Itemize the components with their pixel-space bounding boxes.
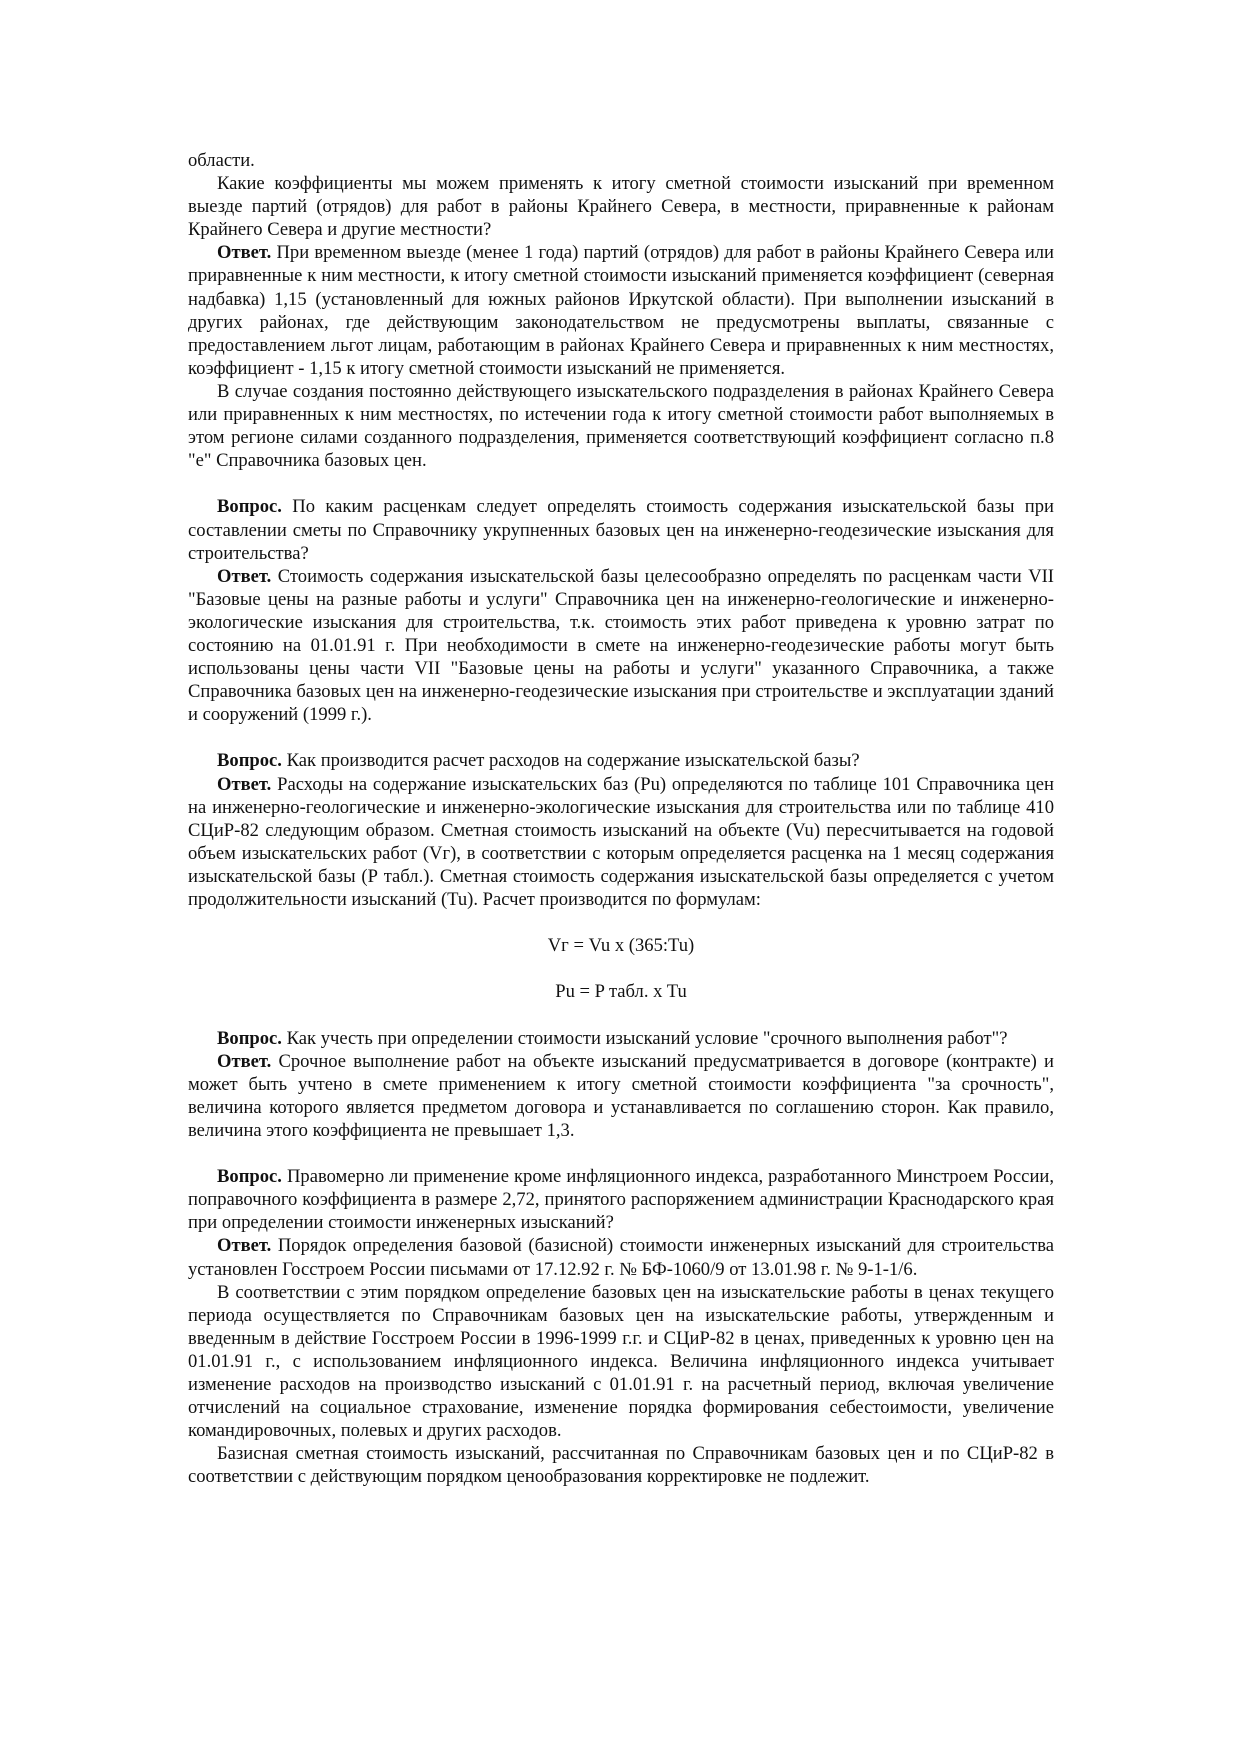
question-paragraph: Какие коэффициенты мы можем применять к итогу сметной стоимости изысканий при временном выезде партий (отрядов) для работ в районы Крайнего Севера, в местности, приравненные к районам Крайнего Севера и другие местности? [188,173,1054,241]
answer-label: Ответ. [217,242,272,264]
question-text: По каким расценкам следует определять стоимость содержания изыскательской базы при составлении сметы по Справочнику укрупненных базовых цен на инженерно-геодезические изыскания для строительства? [188,496,1054,564]
formula-annual-volume: Vг = Vu x (365:Tu) [547,935,695,957]
answer-paragraph [188,565,1054,727]
body-paragraph: Базисная сметная стоимость изысканий, рассчитанная по Справочникам базовых цен и по СЦиР-82 в соответствии с действующим порядком ценообразования корректировке не подлежит. [188,1443,1054,1488]
answer-text: Расходы на содержание изыскательских баз (Pu) определяются по таблице 101 Справочника цен на инженерно-геологические и инженерно-экологические изыскания для строительства или по таблице 410 СЦиР-82 следующим образом. Сметная стоимость изысканий на объекте (Vu) пересчитывается на годовой объем изыскательских работ (Vг), в соответствии с которым определяется расценка на 1 месяц содержания изыскательской базы (Р табл.). Сметная стоимость содержания изыскательской базы определяется с учетом продолжительности изысканий (Tu). Расчет производится по формулам: [188,773,1054,910]
question-label: Вопрос. [217,750,282,772]
question-paragraph [188,1027,1054,1050]
question-paragraph [188,1165,1054,1234]
question-text: Правомерно ли применение кроме инфляционного индекса, разработанного Минстроем России, поправочного коэффициента в размере 2,72, принятого распоряжением администрации Краснодарского края при определении стоимости инженерных изысканий? [188,1166,1054,1234]
question-paragraph [188,749,1054,772]
document-page [188,149,1054,1488]
answer-label: Ответ. [217,1235,272,1257]
answer-label: Ответ. [217,1050,272,1072]
question-paragraph [188,495,1054,564]
body-paragraph: В соответствии с этим порядком определение базовых цен на изыскательские работы в ценах текущего периода осуществляется по Справочникам базовых цен на изыскательские работы, утвержденным и введенным в действие Госстроем России в 1996-1999 г.г. и СЦиР-82 в ценах, приведенных к уровню цен на 01.01.91 г., с использованием инфляционного индекса. Величина инфляционного индекса учитывает изменение расходов на производство изысканий с 01.01.91 г. на расчетный период, включая увеличение отчислений на социальное страхование, изменение порядка формирования себестоимости, увеличение командировочных, полевых и других расходов. [188,1281,1054,1442]
answer-text: Порядок определения базовой (базисной) стоимости инженерных изысканий для строительства установлен Госстроем России письмами от 17.12.92 г. № БФ-1060/9 от 13.01.98 г. № 9-1-1/6. [188,1235,1054,1280]
answer-paragraph [188,1050,1054,1142]
paragraph-continuation: области. [188,150,255,171]
question-label: Вопрос. [217,496,282,518]
question-text: Как производится расчет расходов на содержание изыскательской базы? [281,750,860,772]
answer-paragraph [188,1234,1054,1280]
answer-text: Срочное выполнение работ на объекте изысканий предусматривается в договоре (контракте) и может быть учтено в смете применением к итогу сметной стоимости коэффициента "за срочность", величина которого является предметом договора и устанавливается по соглашению сторон. Как правило, величина этого коэффициента не превышает 1,3. [188,1050,1054,1141]
answer-label: Ответ. [217,773,272,795]
question-label: Вопрос. [217,1027,282,1049]
body-paragraph: В случае создания постоянно действующего изыскательского подразделения в районах Крайнего Севера или приравненных к ним местностях, по истечении года к итогу сметной стоимости работ выполняемых в этом регионе силами созданного подразделения, применяется соответствующий коэффициент согласно п.8 "е" Справочника базовых цен. [188,380,1054,472]
question-label: Вопрос. [217,1166,282,1188]
answer-label: Ответ. [217,565,272,587]
answer-paragraph [188,241,1054,380]
answer-paragraph [188,773,1054,912]
question-text: Как учесть при определении стоимости изысканий условие "срочного выполнения работ"? [281,1027,1008,1049]
answer-text: Стоимость содержания изыскательской базы целесообразно определять по расценкам части VII "Базовые цены на разные работы и услуги" Справочника цен на инженерно-геологические и инженерно-экологические изыскания для строительства, т.к. стоимость этих работ приведена к уровню затрат по состоянию на 01.01.91 г. При необходимости в смете на инженерно-геодезические работы могут быть использованы цены части VII "Базовые цены на работы и услуги" указанного Справочника, а также Справочника базовых цен на инженерно-геодезические изыскания при строительстве и эксплуатации зданий и сооружений (1999 г.). [188,565,1054,726]
answer-text: При временном выезде (менее 1 года) партий (отрядов) для работ в районы Крайнего Севера или приравненные к ним местности, к итогу сметной стоимости изысканий применяется коэффициент (северная надбавка) 1,15 (установленный для южных районов Иркутской области). При выполнении изысканий в других районах, где действующим законодательством не предусмотрены выплаты, связанные с предоставлением льгот лицам, работающим в районах Крайнего Севера и приравненных к ним местностях, коэффициент - 1,15 к итогу сметной стоимости изысканий не применяется. [188,242,1054,379]
formula-base-cost: Pu = P табл. x Tu [555,981,687,1003]
